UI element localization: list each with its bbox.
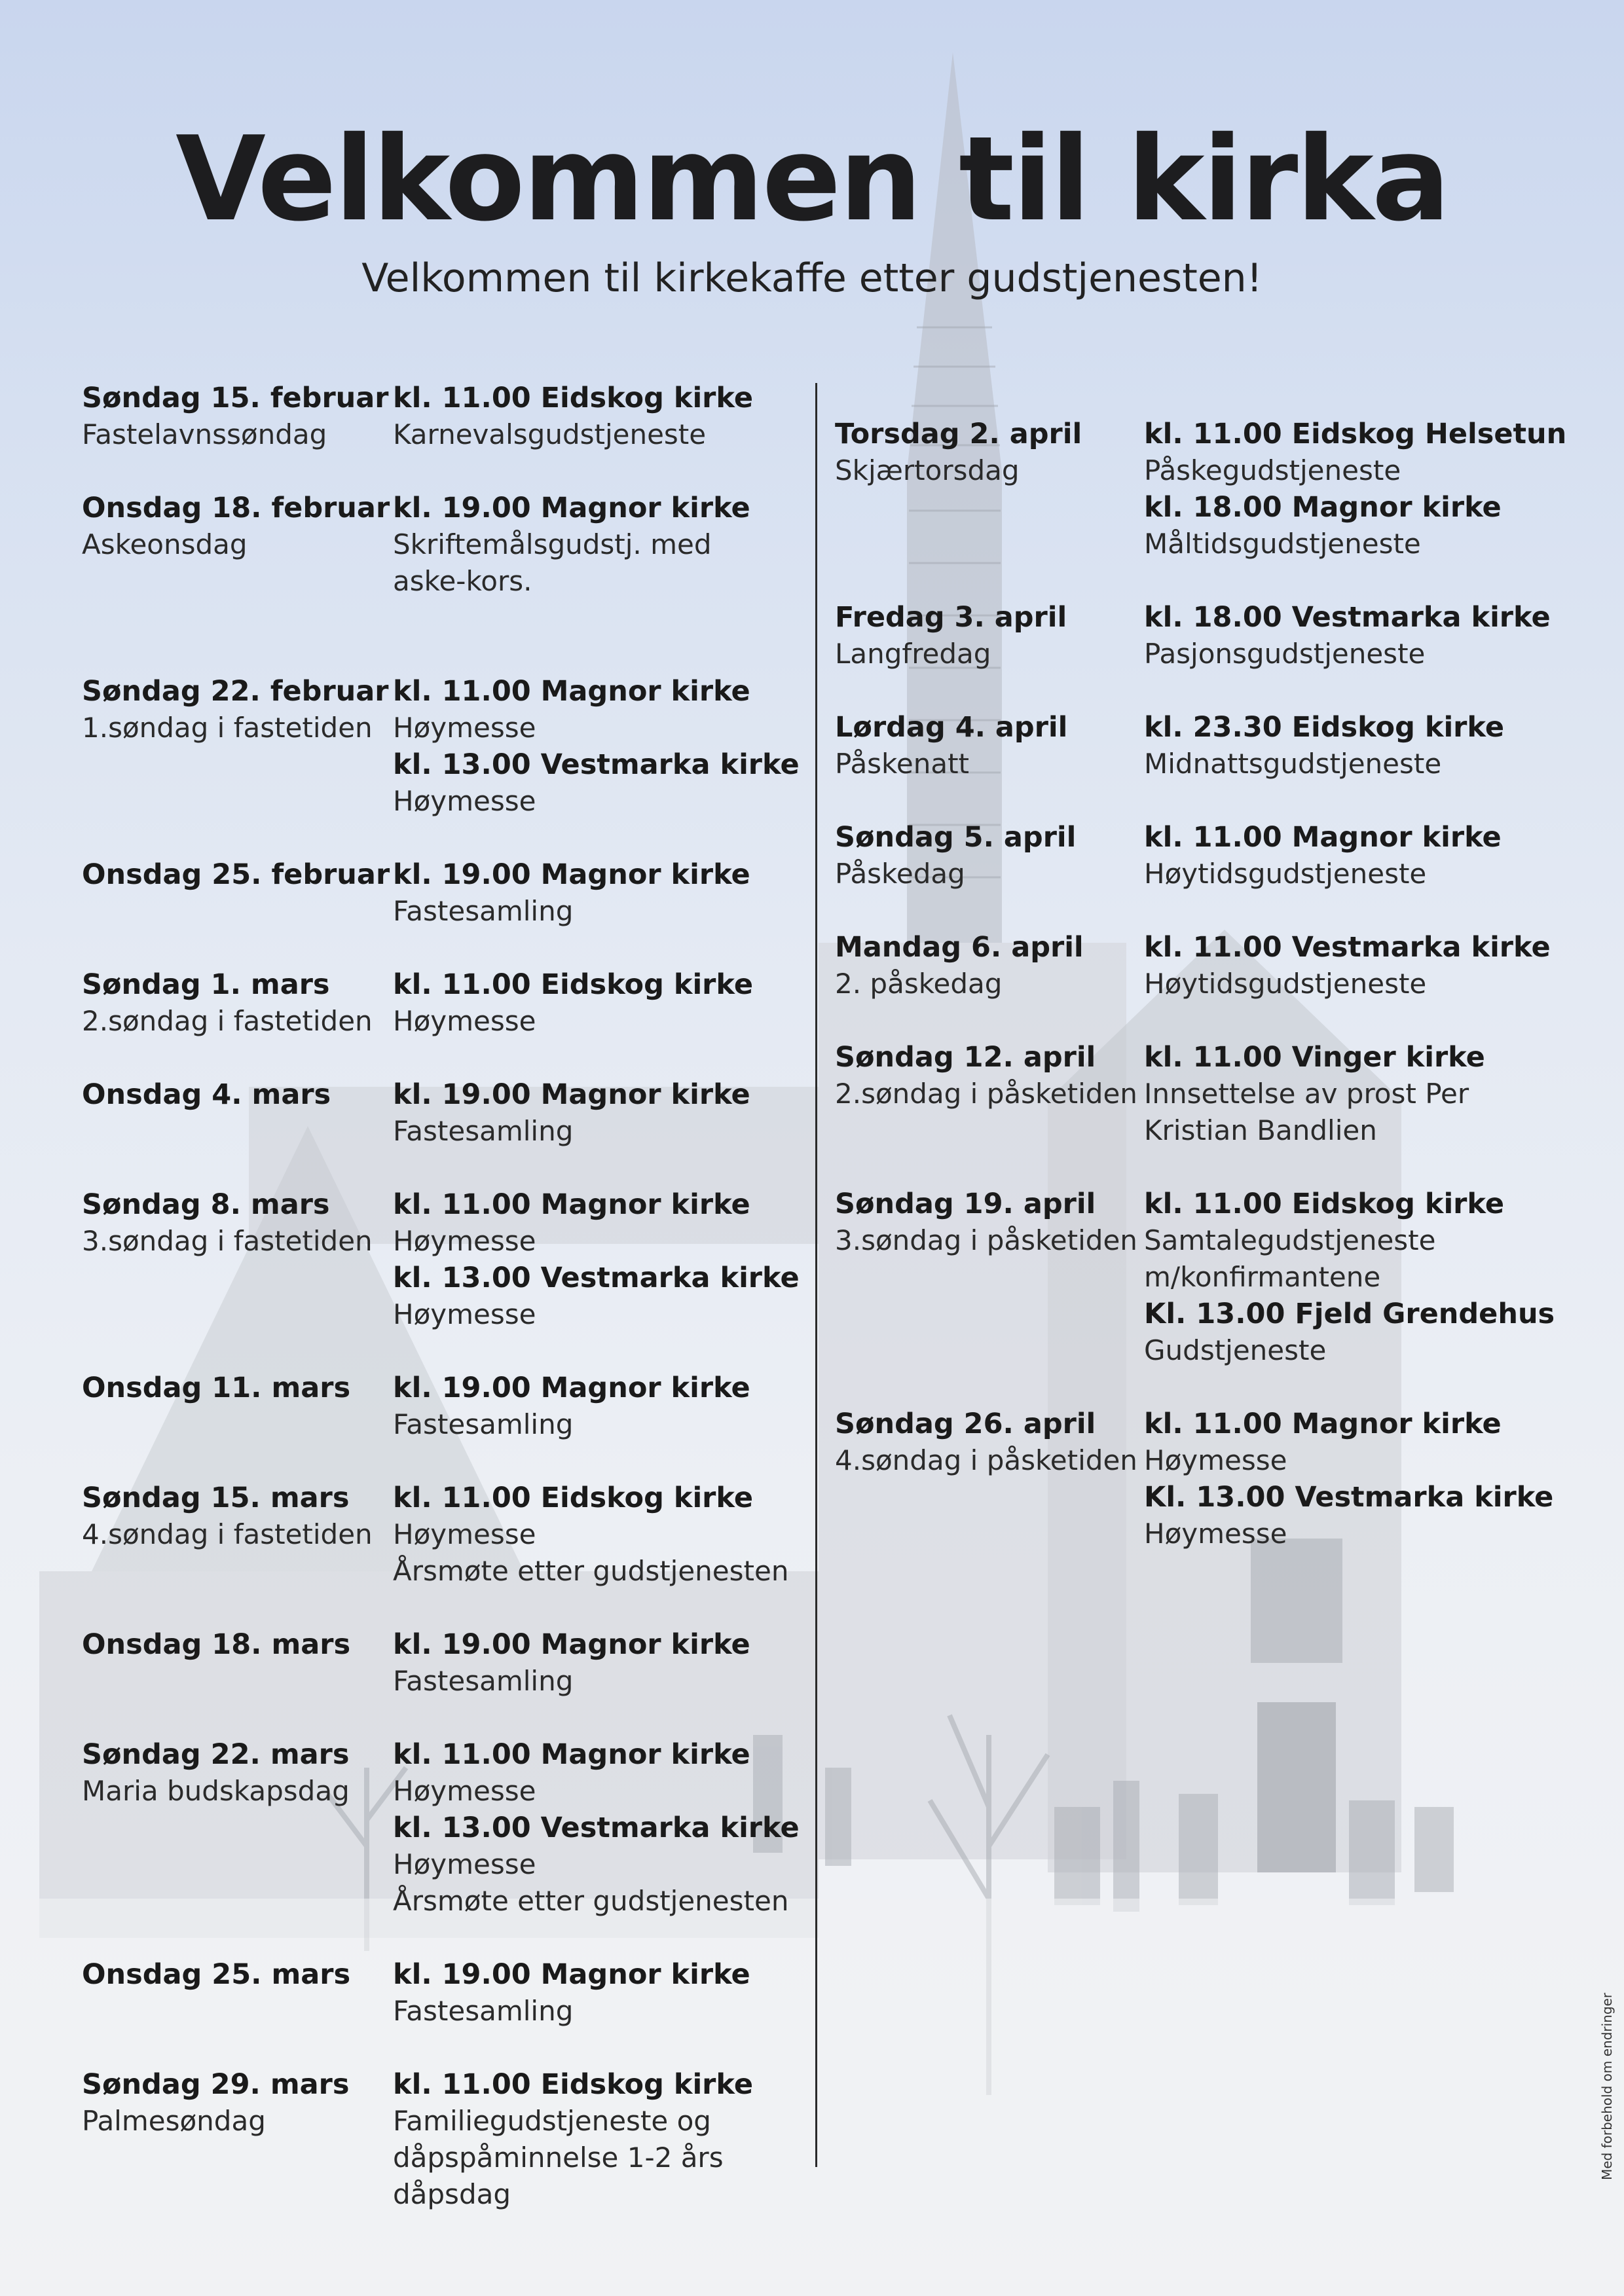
service-time-location: kl. 13.00 Vestmarka kirke — [393, 1262, 800, 1294]
schedule-entry — [82, 1956, 796, 2066]
entry-dayname: 2.søndag i fastetiden — [82, 1005, 373, 1037]
entry-events — [393, 966, 796, 1040]
entry-dayname: Fastelavnssøndag — [82, 418, 327, 450]
entry-day — [835, 1186, 1136, 1259]
entry-dayname: Påskenatt — [835, 748, 970, 780]
entry-day — [82, 673, 390, 746]
entry-events — [393, 1626, 796, 1700]
service-time-location: kl. 11.00 Eidskog Helsetun — [1144, 418, 1567, 450]
service-time-location: kl. 19.00 Magnor kirke — [393, 1628, 750, 1661]
schedule-entry — [835, 416, 1568, 599]
page-subtitle: Velkommen til kirkekaffe etter gudstjenesten! — [361, 255, 1263, 301]
entry-date: Søndag 15. mars — [82, 1482, 350, 1514]
entry-date: Mandag 6. april — [835, 931, 1084, 964]
schedule-entry — [82, 966, 796, 1076]
schedule-column-april — [835, 416, 1568, 1552]
entry-date: Søndag 19. april — [835, 1188, 1096, 1220]
schedule-entry — [835, 1039, 1568, 1186]
schedule-entry — [835, 709, 1568, 819]
entry-day — [82, 1480, 390, 1553]
entry-events — [393, 1076, 796, 1150]
service-description: Karnevalsgudstjeneste — [393, 418, 707, 450]
service-time-location: kl. 19.00 Magnor kirke — [393, 492, 750, 524]
entry-dayname: Skjærtorsdag — [835, 454, 1020, 486]
entry-dayname: Maria budskapsdag — [82, 1775, 350, 1807]
entry-events — [1144, 1039, 1568, 1149]
entry-dayname: 4.søndag i fastetiden — [82, 1518, 373, 1550]
service-description: Fastesamling — [393, 895, 574, 927]
service-time-location: kl. 11.00 Magnor kirke — [393, 1188, 750, 1221]
entry-day — [82, 490, 390, 563]
service-time-location: kl. 23.30 Eidskog kirke — [1144, 711, 1504, 744]
entry-events — [393, 856, 796, 930]
entry-day — [82, 2066, 390, 2140]
entry-dayname: Palmesøndag — [82, 2105, 266, 2137]
entry-date: Søndag 12. april — [835, 1041, 1096, 1074]
schedule-entry — [835, 819, 1568, 929]
entry-events — [393, 673, 800, 820]
entry-events — [393, 1370, 796, 1443]
service-description: Høymesse — [1144, 1518, 1287, 1550]
entry-dayname: 4.søndag i påsketiden — [835, 1444, 1137, 1476]
schedule-entry — [835, 1186, 1568, 1406]
service-time-location: kl. 11.00 Eidskog kirke — [393, 968, 753, 1001]
entry-day — [82, 380, 390, 453]
entry-day — [835, 1039, 1136, 1112]
schedule-column-february-march — [82, 380, 800, 2210]
service-time-location: Kl. 13.00 Fjeld Grendehus — [1144, 1298, 1555, 1330]
entry-events — [1144, 709, 1568, 782]
schedule-entry — [82, 1626, 796, 1736]
entry-events — [1144, 1406, 1568, 1552]
entry-day — [835, 929, 1136, 1002]
service-time-location: kl. 13.00 Vestmarka kirke — [393, 748, 800, 781]
entry-events — [1144, 416, 1568, 562]
entry-day — [835, 709, 1136, 782]
schedule-entry — [835, 929, 1568, 1039]
service-description: Høymesse — [393, 1848, 536, 1880]
schedule-entry — [82, 1480, 796, 1626]
entry-day — [82, 1626, 390, 1663]
page-title: Velkommen til kirka — [175, 111, 1449, 247]
entry-date: Søndag 5. april — [835, 821, 1077, 854]
schedule-entry — [82, 490, 796, 673]
entry-day — [835, 1406, 1136, 1479]
entry-date: Onsdag 25. mars — [82, 1958, 351, 1991]
entry-day — [82, 1186, 390, 1260]
service-description: Fastesamling — [393, 1665, 574, 1697]
service-time-location: kl. 11.00 Magnor kirke — [393, 1738, 750, 1771]
entry-date: Søndag 15. februar — [82, 382, 389, 414]
service-time-location: kl. 19.00 Magnor kirke — [393, 1372, 750, 1404]
entry-day — [82, 1370, 390, 1406]
entry-date: Fredag 3. april — [835, 601, 1067, 634]
entry-date: Onsdag 11. mars — [82, 1372, 351, 1404]
entry-events — [1144, 929, 1568, 1002]
service-description: Høymesse — [393, 785, 536, 817]
disclaimer-note: Med forbehold om endringer — [1599, 1992, 1615, 2180]
schedule-entry — [82, 673, 800, 856]
entry-dayname: Påskedag — [835, 858, 965, 890]
entry-date: Onsdag 18. februar — [82, 492, 390, 524]
entry-day — [82, 1076, 390, 1113]
service-time-location: kl. 18.00 Magnor kirke — [1144, 491, 1502, 524]
service-description: Høymesse — [393, 1005, 536, 1037]
service-description: Høytidsgudstjeneste — [1144, 858, 1427, 890]
entry-date: Onsdag 18. mars — [82, 1628, 351, 1661]
entry-day — [835, 819, 1136, 892]
entry-date: Lørdag 4. april — [835, 711, 1068, 744]
service-time-location: kl. 11.00 Magnor kirke — [1144, 1408, 1502, 1440]
schedule-entry — [835, 599, 1568, 709]
entry-date: Søndag 29. mars — [82, 2068, 350, 2101]
schedule-entry — [835, 1406, 1568, 1552]
entry-dayname: 3.søndag i fastetiden — [82, 1225, 373, 1257]
service-time-location: kl. 11.00 Eidskog kirke — [393, 2068, 753, 2101]
entry-events — [393, 1736, 800, 1920]
entry-events — [393, 1956, 796, 2030]
service-description: Pasjonsgudstjeneste — [1144, 638, 1426, 670]
entry-dayname: Langfredag — [835, 638, 991, 670]
service-time-location: kl. 13.00 Vestmarka kirke — [393, 1812, 800, 1844]
service-description: Samtalegudstjeneste m/konfirmantene — [1144, 1224, 1436, 1293]
service-description: Høytidsgudstjeneste — [1144, 968, 1427, 1000]
service-description: Høymesse — [393, 1518, 536, 1550]
entry-day — [82, 856, 390, 893]
service-description: Høymesse — [393, 1298, 536, 1330]
service-description: Årsmøte etter gudstjenesten — [393, 1555, 789, 1587]
entry-events — [393, 1186, 800, 1333]
schedule-entry — [82, 1736, 800, 1956]
entry-date: Søndag 22. februar — [82, 675, 389, 708]
entry-date: Søndag 1. mars — [82, 968, 330, 1001]
entry-day — [835, 416, 1136, 489]
schedule-entry — [82, 380, 796, 490]
entry-events — [393, 490, 796, 600]
service-description: Årsmøte etter gudstjenesten — [393, 1885, 789, 1917]
entry-dayname: 3.søndag i påsketiden — [835, 1224, 1137, 1256]
entry-events — [1144, 1186, 1568, 1369]
entry-dayname: 1.søndag i fastetiden — [82, 712, 373, 744]
service-description: Midnattsgudstjeneste — [1144, 748, 1442, 780]
service-description: Høymesse — [1144, 1444, 1287, 1476]
schedule-entry — [82, 1370, 796, 1480]
entry-day — [82, 1956, 390, 1993]
entry-events — [393, 380, 796, 453]
service-time-location: kl. 11.00 Eidskog kirke — [1144, 1188, 1504, 1220]
service-time-location: kl. 18.00 Vestmarka kirke — [1144, 601, 1551, 634]
service-time-location: kl. 19.00 Magnor kirke — [393, 858, 750, 891]
service-description: Påskegudstjeneste — [1144, 454, 1401, 486]
service-description: Fastesamling — [393, 1115, 574, 1147]
column-divider — [815, 383, 817, 2167]
service-description: Skriftemålsgudstj. med aske-kors. — [393, 528, 712, 597]
service-description: Fastesamling — [393, 1995, 574, 2027]
entry-day — [82, 966, 390, 1040]
service-time-location: kl. 11.00 Eidskog kirke — [393, 1482, 753, 1514]
service-description: Familiegudstjeneste og dåpspåminnelse 1-2 års dåpsdag — [393, 2105, 724, 2210]
entry-dayname: Askeonsdag — [82, 528, 248, 560]
entry-day — [835, 599, 1136, 672]
entry-date: Torsdag 2. april — [835, 418, 1082, 450]
schedule-entry — [82, 2066, 796, 2210]
service-description: Høymesse — [393, 1225, 536, 1257]
entry-date: Søndag 8. mars — [82, 1188, 330, 1221]
entry-day — [82, 1736, 390, 1810]
schedule-entry — [82, 856, 796, 966]
service-description: Gudstjeneste — [1144, 1334, 1327, 1366]
service-description: Innsettelse av prost Per Kristian Bandlien — [1144, 1078, 1469, 1146]
service-time-location: Kl. 13.00 Vestmarka kirke — [1144, 1481, 1554, 1514]
service-description: Høymesse — [393, 1775, 536, 1807]
service-time-location: kl. 11.00 Magnor kirke — [393, 675, 750, 708]
service-time-location: kl. 11.00 Vestmarka kirke — [1144, 931, 1551, 964]
service-time-location: kl. 19.00 Magnor kirke — [393, 1078, 750, 1111]
service-description: Fastesamling — [393, 1408, 574, 1440]
entry-events — [393, 2066, 796, 2213]
service-time-location: kl. 19.00 Magnor kirke — [393, 1958, 750, 1991]
entry-dayname: 2. påskedag — [835, 968, 1003, 1000]
entry-dayname: 2.søndag i påsketiden — [835, 1078, 1137, 1110]
entry-date: Onsdag 4. mars — [82, 1078, 331, 1111]
entry-date: Søndag 22. mars — [82, 1738, 350, 1771]
schedule-entry — [82, 1186, 800, 1370]
service-time-location: kl. 11.00 Magnor kirke — [1144, 821, 1502, 854]
entry-events — [1144, 599, 1568, 672]
service-time-location: kl. 11.00 Eidskog kirke — [393, 382, 753, 414]
service-description: Måltidsgudstjeneste — [1144, 528, 1421, 560]
schedule-entry — [82, 1076, 796, 1186]
entry-events — [1144, 819, 1568, 892]
service-time-location: kl. 11.00 Vinger kirke — [1144, 1041, 1485, 1074]
entry-date: Søndag 26. april — [835, 1408, 1096, 1440]
entry-events — [393, 1480, 796, 1590]
entry-date: Onsdag 25. februar — [82, 858, 390, 891]
service-description: Høymesse — [393, 712, 536, 744]
